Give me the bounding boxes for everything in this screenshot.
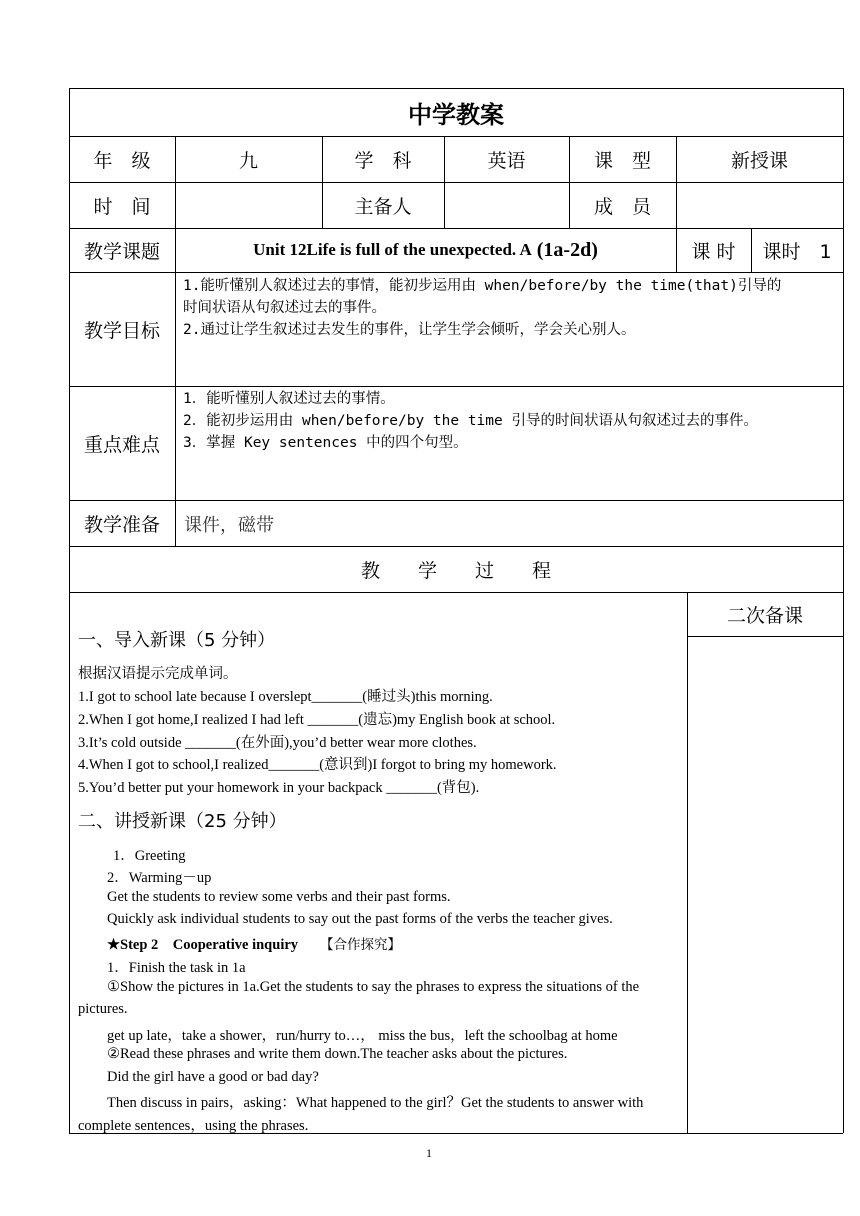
second-prep-label: 二次备课 [726, 604, 803, 627]
column-divider [687, 592, 688, 1133]
exercise-item: 2.When I got home,I realized I had left _______(遗忘)my English book at school. [78, 712, 556, 728]
subject-value: 英语 [487, 149, 526, 172]
topic-value [175, 228, 676, 272]
type-label: 课 型 [593, 149, 651, 172]
section-1-heading: 一、导入新课（5 分钟） [78, 630, 276, 651]
section-2-line: ①Show the pictures in 1a.Get the students to say the phrases to express the situations of the [107, 979, 640, 995]
objectives-line-1: 1.能听懂别人叙述过去的事情，能初步运用由 when/before/by the time(that)引导的 [183, 278, 782, 294]
keypoints-line-2: 2．能初步运用由 when/before/by the time 引导的时间状语从句叙述过去的事件。 [183, 413, 758, 429]
keypoints-line-3: 3．掌握 Key sentences 中的四个句型。 [183, 435, 468, 451]
keypoints-label: 重点难点 [83, 433, 160, 456]
section-2-line: Did the girl have a good or bad day? [107, 1069, 319, 1085]
topic-range: (1a-2d) [531, 238, 598, 261]
section-2-line: complete sentences，using the phrases. [78, 1118, 309, 1134]
exercise-item: 4.When I got to school,I realized_______(意识到)I forgot to bring my homework. [78, 757, 557, 773]
second-prep-divider [687, 636, 843, 637]
objectives-line-3: 2.通过让学生叙述过去发生的事件，让学生学会倾听，学会关心别人。 [183, 322, 636, 338]
time-label: 时 间 [93, 195, 151, 218]
keypoints-line-1: 1．能听懂别人叙述过去的事情。 [183, 391, 395, 407]
row-divider [69, 272, 843, 273]
grade-label: 年 级 [93, 149, 151, 172]
section-2-heading: 二、讲授新课（25 分钟） [78, 811, 287, 832]
type-value: 新授课 [730, 149, 788, 172]
objectives-line-2: 时间状语从句叙述过去的事件。 [183, 300, 386, 316]
grade-value: 九 [238, 149, 258, 172]
table-border-right [843, 88, 844, 1133]
topic-label: 教学课题 [83, 240, 160, 263]
prep-label: 教学准备 [83, 513, 160, 536]
section-2-line: Get the students to review some verbs and their past forms. [107, 889, 451, 905]
row-divider [69, 182, 843, 183]
preparer-label: 主备人 [354, 195, 412, 218]
page-number: 1 [426, 1146, 432, 1160]
step-2-cn: 【合作探究】 [320, 937, 402, 953]
process-heading: 教 学 过 程 [360, 559, 551, 582]
exercise-item: 5.You’d better put your homework in your backpack _______(背包). [78, 780, 480, 796]
page-title: 中学教案 [408, 100, 504, 129]
section-2-line: 2．Warming－up [107, 870, 212, 886]
prep-value: 课件，磁带 [184, 515, 274, 536]
section-2-line: pictures. [78, 1001, 128, 1017]
row-divider [69, 500, 843, 501]
step-2-line [107, 933, 401, 954]
members-label: 成 员 [593, 195, 651, 218]
exercise-item: 1.I got to school late because I overslept_______(睡过头)this morning. [78, 689, 493, 705]
step-2-title: ★Step 2 Cooperative inquiry [107, 937, 299, 953]
section-2-line: 1．Finish the task in 1a [107, 960, 246, 976]
period-label: 课 时 [691, 240, 736, 263]
row-divider [69, 386, 843, 387]
section-2-line: get up late，take a shower，run/hurry to…， miss the bus，left the schoolbag at home [107, 1028, 618, 1044]
section-2-line: ②Read these phrases and write them down.The teacher asks about the pictures. [107, 1046, 568, 1062]
objectives-label: 教学目标 [83, 319, 160, 342]
topic-text: Unit 12Life is full of the unexpected. A [253, 240, 532, 259]
subject-label: 学 科 [354, 149, 412, 172]
period-value: 课时 1 [762, 240, 832, 263]
section-1-intro: 根据汉语提示完成单词。 [78, 666, 238, 682]
exercise-item: 3.It’s cold outside _______(在外面),you’d better wear more clothes. [78, 735, 477, 751]
section-2-line: Then discuss in pairs，asking：What happened to the girl？Get the students to answer with [107, 1095, 644, 1111]
section-2-line: Quickly ask individual students to say out the past forms of the verbs the teacher gives. [107, 911, 613, 927]
column-divider [175, 136, 176, 546]
section-2-line: 1．Greeting [113, 848, 186, 864]
